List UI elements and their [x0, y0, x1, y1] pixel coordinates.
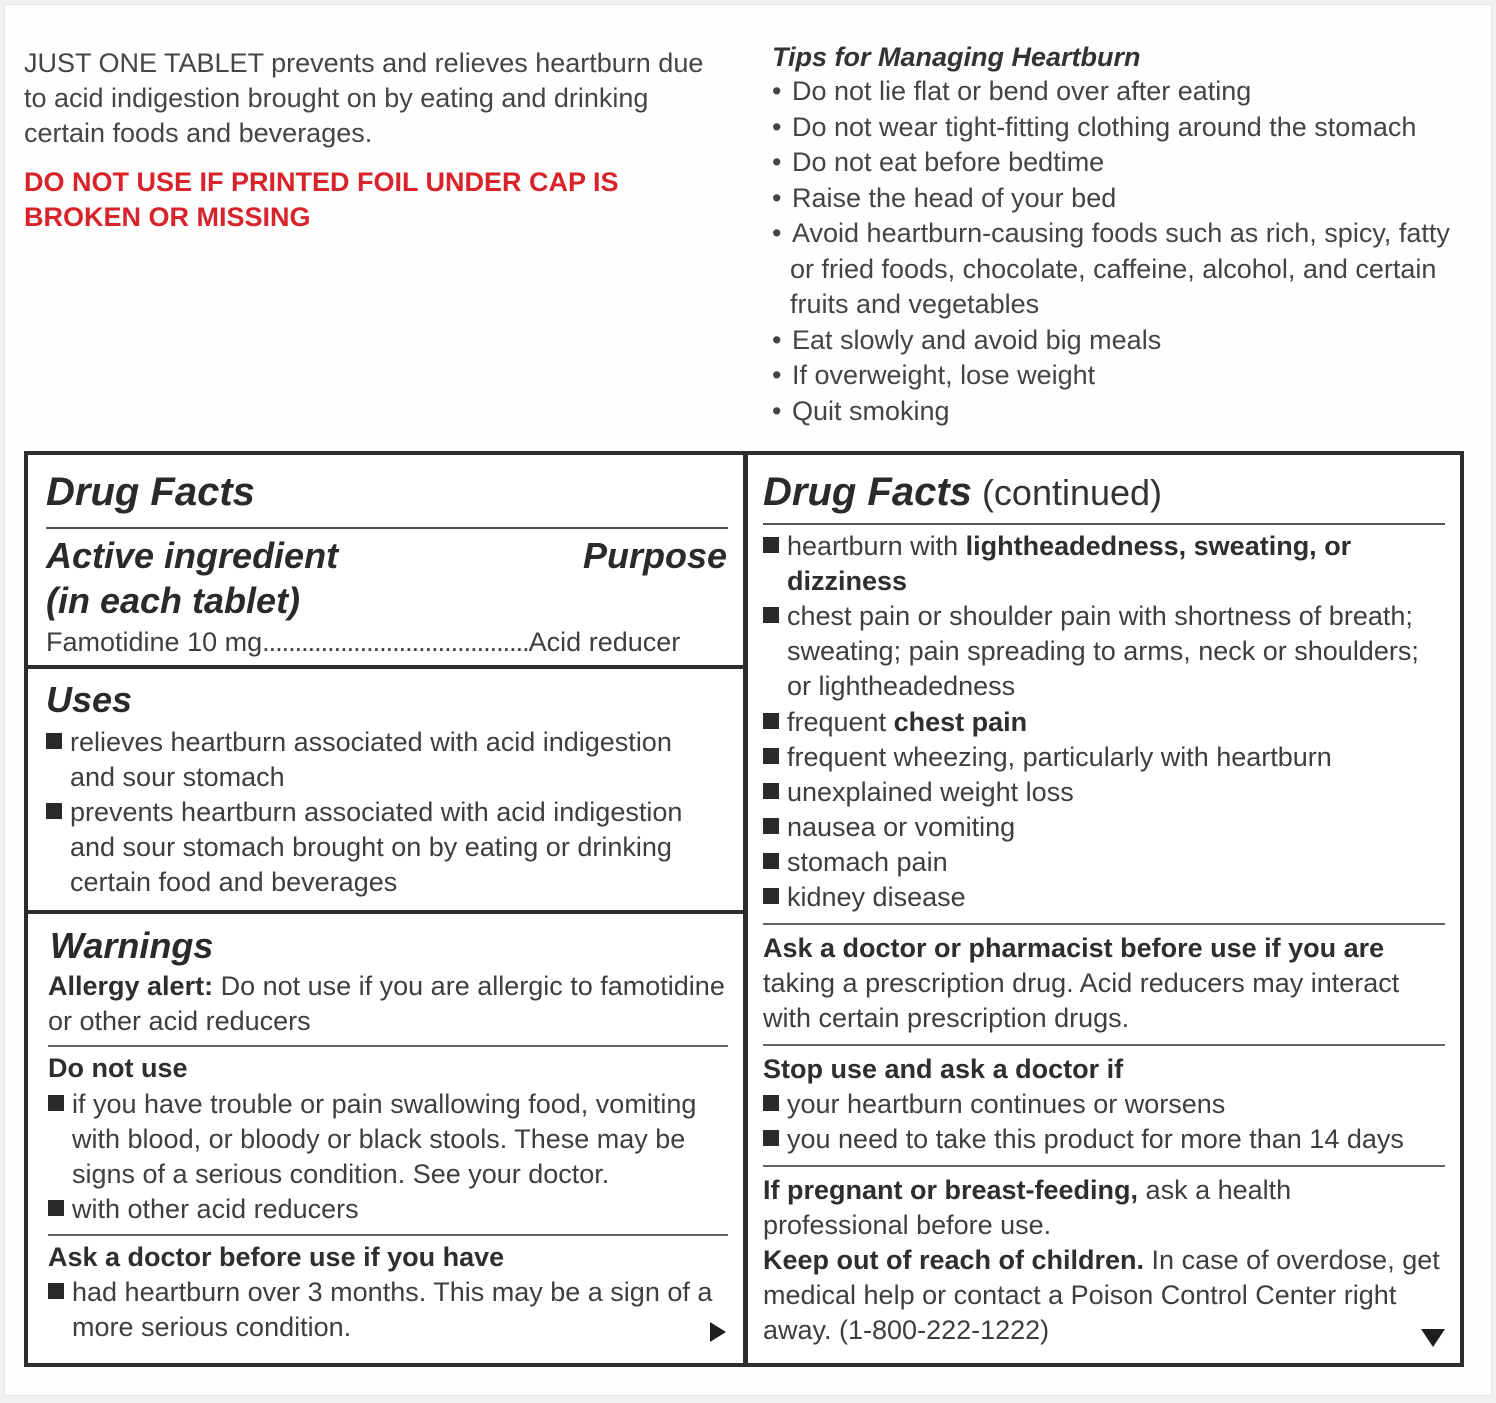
ask-pharmacist-text: with certain prescription drugs. [763, 1003, 1130, 1033]
foil-warning: DO NOT USE IF PRINTED FOIL UNDER CAP IS BROKEN OR MISSING [24, 167, 619, 232]
continue-arrow-down-icon [1421, 1329, 1445, 1347]
do-not-use-item: if you have trouble or pain swallowing food, vomiting with blood, or bloody or black stools. These may be signs of a serious condition. See your doctor. [48, 1087, 696, 1192]
tip-item: • Do not wear tight-fitting clothing around the stomach [772, 110, 1472, 146]
bullet-square [763, 748, 779, 764]
uses-title: Uses [46, 679, 133, 720]
warning-item: heartburn with lightheadedness, sweating, or dizziness [763, 529, 1351, 599]
tips-block [772, 40, 1472, 429]
package-panel [4, 4, 1492, 1396]
warning-item: unexplained weight loss [763, 775, 1074, 810]
uses-item: prevents heartburn associated with acid indigestion and sour stomach brought on by eating or drinking certain food and beverages [46, 795, 682, 900]
continue-arrow-icon [710, 1322, 726, 1342]
active-ingredient-heading: Active ingredient [46, 535, 339, 576]
intro-text: JUST ONE TABLET prevents and relieves heartburn due to acid indigestion brought on by eating and drinking certain foods and beverages. [24, 48, 704, 148]
warning-item: chest pain or shoulder pain with shortness of breath; sweating; pain spreading to arms, neck or shoulders; or lightheadedness [763, 599, 1419, 704]
leader-dots: ......................................... [262, 627, 529, 657]
pregnancy-warning-cont: professional before use. [763, 1210, 1052, 1240]
tip-item-continued: or fried foods, chocolate, caffeine, alcohol, and certain [790, 253, 1437, 284]
ingredient-purpose: Acid reducer [528, 627, 681, 657]
tip-item: • Do not eat before bedtime [772, 145, 1472, 181]
tip-item: • Avoid heartburn-causing foods such as rich, spicy, fatty [772, 216, 1472, 252]
pregnancy-warning: If pregnant or breast-feeding, ask a health [763, 1175, 1292, 1205]
section-bar [28, 910, 744, 914]
do-not-use-title: Do not use [48, 1053, 188, 1083]
tip-item: • Eat slowly and avoid big meals [772, 323, 1472, 359]
tips-list [772, 74, 1472, 429]
poison-control-number: away. (1-800-222-1222) [763, 1315, 1050, 1345]
ask-pharmacist-text: taking a prescription drug. Acid reducers may interact [763, 968, 1400, 998]
bullet-square [763, 607, 779, 623]
tip-item-continued: fruits and vegetables [790, 289, 1040, 319]
tip-item: • Quit smoking [772, 394, 1472, 430]
uses-item: relieves heartburn associated with acid indigestion and sour stomach [46, 725, 672, 795]
ingredient-name: Famotidine 10 mg [46, 627, 263, 657]
bullet-square [48, 1283, 64, 1299]
stop-use-item: you need to take this product for more than 14 days [763, 1122, 1404, 1157]
rule [763, 1165, 1445, 1167]
warning-item: stomach pain [763, 845, 948, 880]
bullet-square [763, 537, 779, 553]
bullet-square [48, 1095, 64, 1111]
drug-facts-panel [24, 451, 1464, 1367]
rule [763, 923, 1445, 925]
drug-facts-title: Drug Facts [46, 470, 255, 514]
column-divider [743, 455, 748, 1363]
keep-away-children-cont: medical help or contact a Poison Control Center right [763, 1280, 1397, 1310]
bullet-square [48, 1200, 64, 1216]
warning-item: nausea or vomiting [763, 810, 1015, 845]
do-not-use-item: with other acid reducers [48, 1192, 359, 1227]
rule [763, 1044, 1445, 1046]
ask-doctor-title: Ask a doctor before use if you have [48, 1242, 505, 1272]
section-bar [28, 665, 744, 669]
active-ingredient-subheading: (in each tablet) [46, 580, 301, 621]
allergy-alert-cont: or other acid reducers [48, 1006, 311, 1036]
tips-title: Tips for Managing Heartburn [772, 42, 1141, 72]
ask-doctor-item: had heartburn over 3 months. This may be a sign of a more serious condition. [48, 1275, 712, 1345]
bullet-square [763, 888, 779, 904]
intro-block [24, 46, 724, 235]
bullet-square [763, 1095, 779, 1111]
rule [46, 527, 728, 529]
rule [48, 1234, 728, 1236]
bullet-square [763, 713, 779, 729]
tip-item: • Raise the head of your bed [772, 181, 1472, 217]
stop-use-title: Stop use and ask a doctor if [763, 1054, 1124, 1084]
stop-use-item: your heartburn continues or worsens [763, 1087, 1225, 1122]
allergy-alert: Allergy alert: Do not use if you are allergic to famotidine [48, 971, 725, 1001]
bullet-square [46, 803, 62, 819]
rule [763, 523, 1445, 525]
ingredient-row [46, 625, 680, 660]
warning-item: kidney disease [763, 880, 966, 915]
bullet-square [46, 733, 62, 749]
bullet-square [763, 818, 779, 834]
warning-item: frequent wheezing, particularly with heartburn [763, 740, 1332, 775]
ask-pharmacist-title: Ask a doctor or pharmacist before use if you are [763, 933, 1385, 963]
warning-item: frequent chest pain [763, 705, 1027, 740]
keep-away-children: Keep out of reach of children. In case of overdose, get [763, 1245, 1440, 1275]
bullet-square [763, 783, 779, 799]
drug-facts-continued-title: Drug Facts (continued) [763, 470, 1163, 514]
warnings-title: Warnings [50, 925, 214, 966]
purpose-heading: Purpose [583, 535, 728, 576]
tip-item: • If overweight, lose weight [772, 358, 1472, 394]
bullet-square [763, 1130, 779, 1146]
tip-item: • Do not lie flat or bend over after eating [772, 74, 1472, 110]
rule [48, 1045, 728, 1047]
bullet-square [763, 853, 779, 869]
